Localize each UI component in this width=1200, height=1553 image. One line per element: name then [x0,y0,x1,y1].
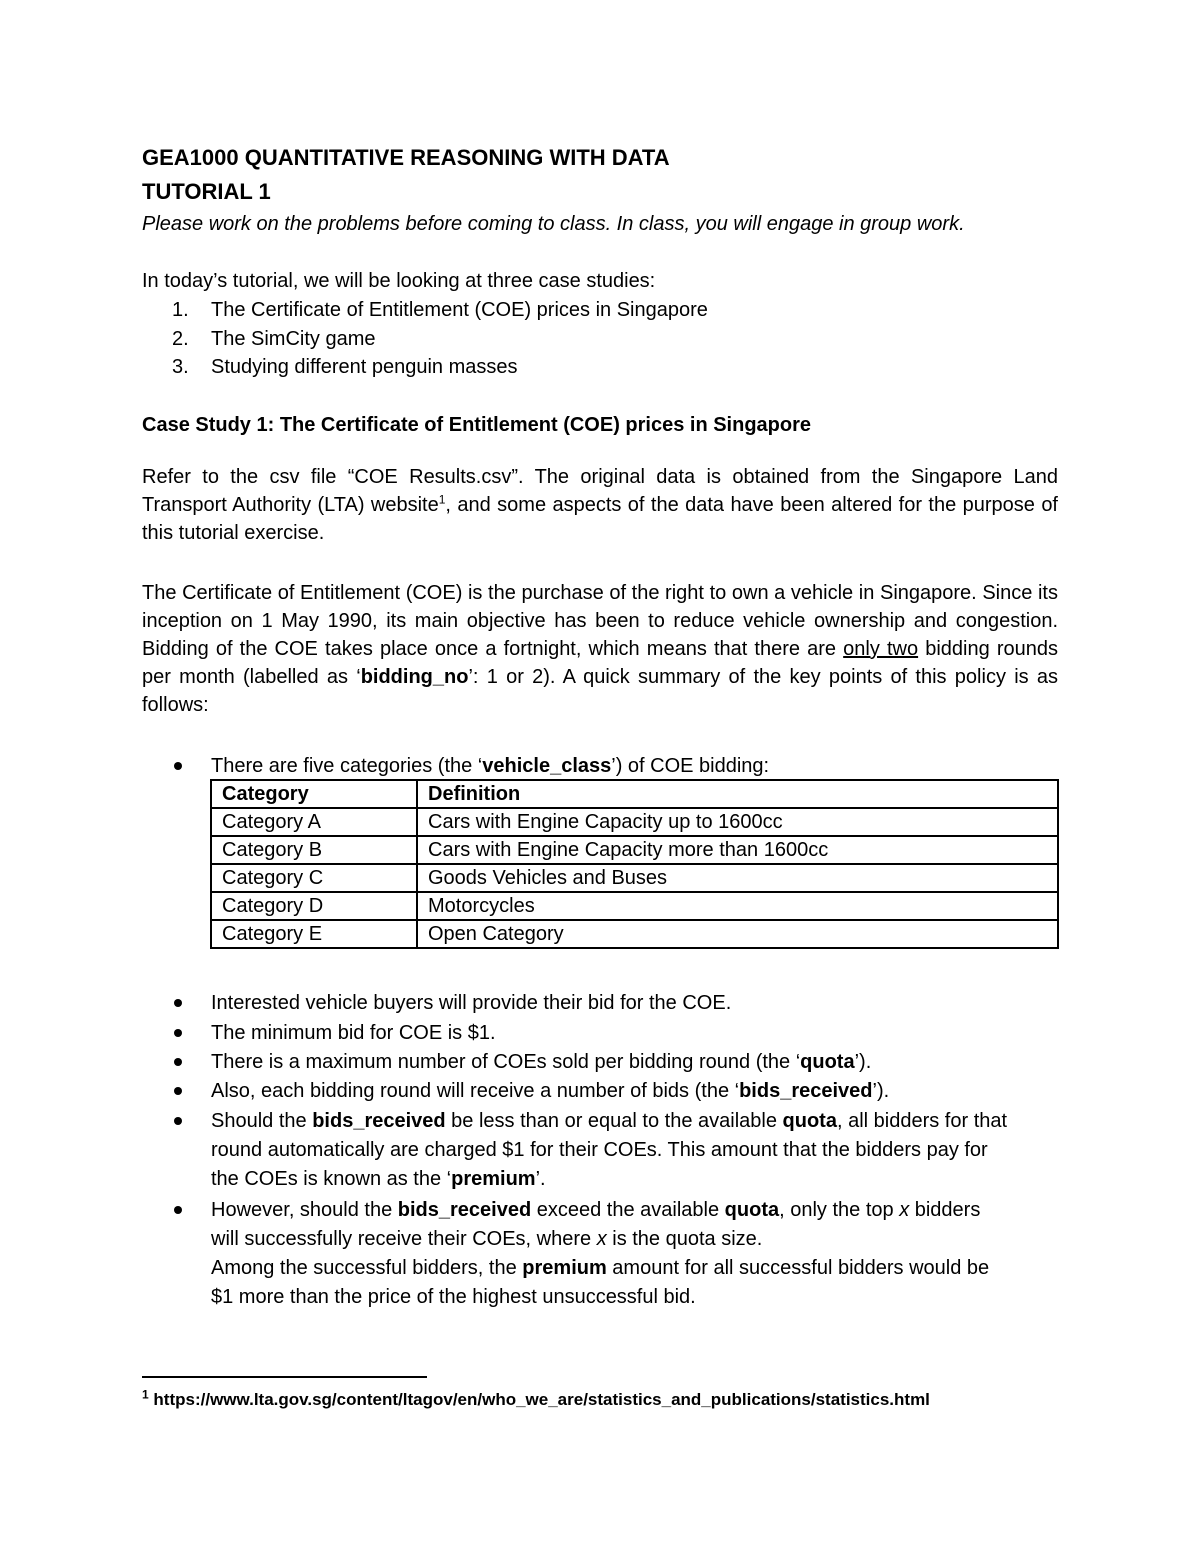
category-table [210,779,1059,949]
intro-lead: In today’s tutorial, we will be looking at three case studies: [142,270,656,292]
b7-italic-x: x [596,1228,607,1250]
b7-text-mid: , only the top [779,1199,900,1221]
table-cell: Cars with Engine Capacity up to 1600cc [417,808,1058,836]
paragraph-coe-overview [142,579,1058,719]
paragraph-csv-source [142,463,1058,547]
table-header: Category [211,780,417,808]
b6-text-end: , all bidders for that [836,1110,1008,1132]
b1-text: There are five categories (the ‘ [211,755,483,777]
bullet-buyers-bid: Interested vehicle buyers will provide their bid for the COE. [211,992,732,1014]
case-study-heading: Case Study 1: The Certificate of Entitlement (COE) prices in Singapore [142,414,812,436]
footnote-ref: 1 [438,492,446,507]
b7-bold: premium [522,1257,607,1279]
b5-bold: bids_received [739,1080,873,1102]
bullet-icon [174,1206,182,1214]
table-header-row [211,780,1058,808]
table-header: Definition [417,780,1058,808]
b6-text-mid: be less than or equal to the available [445,1110,783,1132]
table-cell: Category D [211,892,417,920]
table-row [211,920,1058,948]
bullet-icon [174,1029,182,1037]
b6-bold: premium [451,1168,536,1190]
para2-bold-term: bidding_no [360,666,469,688]
bullet-under-quota-line3 [211,1165,546,1193]
list-item: Studying different penguin masses [211,356,518,378]
b7-italic-x: x [899,1199,910,1221]
table-row [211,808,1058,836]
b7-text-end: bidders [909,1199,981,1221]
footnote-mark: 1 [142,1387,149,1402]
footnote-divider [142,1376,427,1378]
b7-text: However, should the [211,1199,398,1221]
b4-text: There is a maximum number of COEs sold per bidding round (the ‘ [211,1051,801,1073]
table-cell: Category B [211,836,417,864]
bullet-icon [174,1058,182,1066]
b7-text: Among the successful bidders, the [211,1257,523,1279]
para2-text-end: ’: 1 or 2). A quick summary of the key points of this policy is as follows: [142,666,1059,716]
b6-text-end: ’. [535,1168,546,1190]
list-item: The SimCity game [211,328,376,350]
bullet-minimum-bid: The minimum bid for COE is $1. [211,1022,496,1044]
tutorial-title: TUTORIAL 1 [142,179,271,204]
b6-bold: quota [782,1110,837,1132]
b6-text: the COEs is known as the ‘ [211,1168,452,1190]
bullet-under-quota-line1 [211,1107,1007,1135]
bullet-icon [174,762,182,770]
b7-text: will successfully receive their COEs, where [211,1228,597,1250]
para1-text-end: , and some aspects of the data have been altered for the purpose of this tutorial exercise. [142,494,1058,544]
para2-underlined: only two [843,638,919,660]
bullet-vehicle-class [211,752,769,780]
b7-text-end: amount for all successful bidders would be [606,1257,990,1279]
para2-text: The Certificate of Entitlement (COE) is the purchase of the right to own a vehicle in Singapore. Since its inception on 1 May 1990, its main objective has been to reduce vehicle ownership and congestion. Bidding of the COE takes place once a fortnight, which means that there are [142,582,1058,660]
bullet-over-quota-line1 [211,1196,980,1224]
table-cell: Category A [211,808,417,836]
table-cell: Open Category [417,920,1058,948]
list-number: 2. [172,328,189,350]
table-row [211,892,1058,920]
b5-text-end: ’). [872,1080,890,1102]
course-title: GEA1000 QUANTITATIVE REASONING WITH DATA [142,145,670,170]
instruction-text: Please work on the problems before coming to class. In class, you will engage in group work. [142,213,965,235]
table-cell: Goods Vehicles and Buses [417,864,1058,892]
table-row [211,864,1058,892]
list-item: The Certificate of Entitlement (COE) prices in Singapore [211,299,708,321]
bullet-under-quota-line2: round automatically are charged $1 for their COEs. This amount that the bidders pay for [211,1139,988,1161]
bullet-icon [174,1087,182,1095]
bullet-over-quota-line3 [211,1254,989,1282]
list-number: 1. [172,299,189,321]
b1-text-end: ’) of COE bidding: [611,755,770,777]
table-cell: Category E [211,920,417,948]
b4-bold: quota [800,1051,855,1073]
b4-text-end: ’). [854,1051,872,1073]
table-row [211,836,1058,864]
bullet-quota [211,1048,871,1076]
bullet-icon [174,1117,182,1125]
bullet-icon [174,999,182,1007]
b7-text-mid: exceed the available [531,1199,725,1221]
bullet-over-quota-line2 [211,1225,762,1253]
b7-text-end: is the quota size. [606,1228,763,1250]
table-cell: Cars with Engine Capacity more than 1600cc [417,836,1058,864]
table-cell: Category C [211,864,417,892]
b7-bold: bids_received [397,1199,532,1221]
b1-bold: vehicle_class [482,755,612,777]
footnote [142,1388,930,1412]
table-cell: Motorcycles [417,892,1058,920]
b6-text: Should the [211,1110,313,1132]
bullet-bids-received [211,1077,889,1105]
para1-text: Refer to the csv file “COE Results.csv”. The original data is obtained from the Singapore Land Transport Authority (LTA) website [142,466,1058,516]
para2-text-mid: bidding rounds per month (labelled as ‘ [142,638,1058,688]
b7-bold: quota [724,1199,780,1221]
footnote-url[interactable]: https://www.lta.gov.sg/content/ltagov/en/who_we_are/statistics_and_publications/statistics.html [153,1390,930,1409]
b6-bold: bids_received [312,1110,446,1132]
b5-text: Also, each bidding round will receive a number of bids (the ‘ [211,1080,740,1102]
bullet-over-quota-line4: $1 more than the price of the highest unsuccessful bid. [211,1286,696,1308]
list-number: 3. [172,356,189,378]
